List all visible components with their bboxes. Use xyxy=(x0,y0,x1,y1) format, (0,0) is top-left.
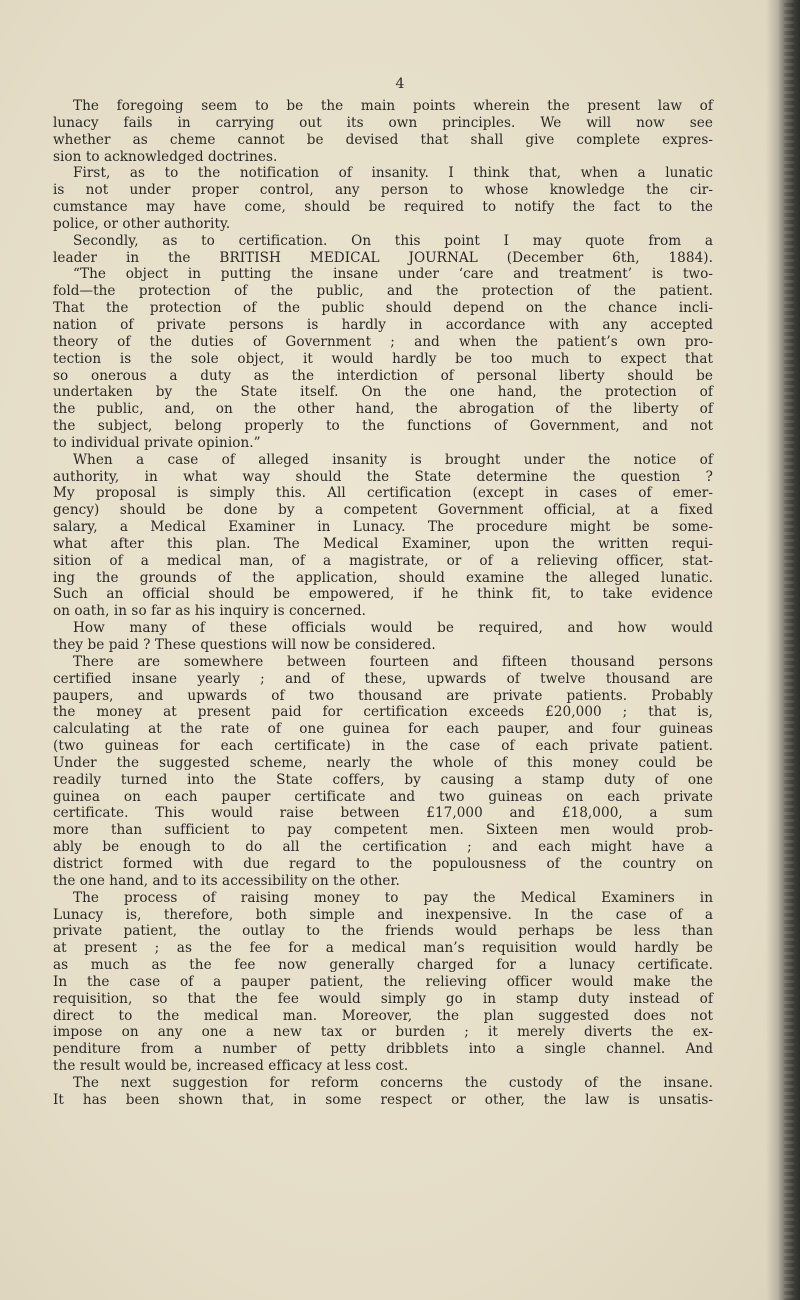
text-line: whether as cheme cannot be devised that shall give complete expres- xyxy=(53,131,713,148)
text-line: they be paid ? These questions will now be considered. xyxy=(53,637,436,653)
text-line: My proposal is simply this. All certification (except in cases of emer- xyxy=(53,485,713,502)
text-line: is not under proper control, any person to whose knowledge the cir- xyxy=(53,182,713,199)
text-line: lunacy fails in carrying out its own principles. We will now see xyxy=(53,114,713,131)
text-line: First, as to the notification of insanity. I think that, when a lunatic xyxy=(73,165,713,182)
text-line: salary, a Medical Examiner in Lunacy. The procedure might be some- xyxy=(53,519,713,536)
text-line: There are somewhere between fourteen and fifteen thousand persons xyxy=(73,653,713,670)
text-line: on oath, in so far as his inquiry is concerned. xyxy=(53,603,367,620)
text-line: the money at present paid for certification exceeds £20,000 ; that is, xyxy=(53,704,713,721)
text-line: police, or other authority. xyxy=(53,215,231,232)
text-line: private patient, the outlay to the friends would perhaps be less than xyxy=(53,923,713,940)
text-line: requisition, so that the fee would simply go in stamp duty instead of xyxy=(53,990,713,1007)
text-line: ably be enough to do all the certification ; and each might have a xyxy=(53,839,713,856)
text-line: leader in the BRITISH MEDICAL JOURNAL (December 6th, 1884). xyxy=(53,249,713,266)
text-line: the public, and, on the other hand, the abrogation of the liberty of xyxy=(53,401,713,418)
text-line: (two guineas for each certificate) in the case of each private patient. xyxy=(53,738,713,755)
text-line: calculating at the rate of one guinea for each pauper, and four guineas xyxy=(53,721,713,738)
text-line: When a case of alleged insanity is brought under the notice of xyxy=(73,451,713,468)
text-line: The process of raising money to pay the Medical Examiners in xyxy=(73,889,713,906)
text-line: The next suggestion for reform concerns the custody of the insane. xyxy=(73,1074,713,1091)
text-line: the one hand, and to its accessibility on the other. xyxy=(53,872,400,889)
text-line: gency) should be done by a competent Government official, at a fixed xyxy=(53,502,713,519)
text-line: penditure from a number of petty dribblets into a single channel. And xyxy=(53,1041,713,1058)
text-line: fold—the protection of the public, and the protection of the patient. xyxy=(53,283,713,300)
text-line: cumstance may have come, should be required to notify the fact to the xyxy=(53,199,713,216)
text-line: “The object in putting the insane under ‘care and treatment’ is two- xyxy=(73,266,713,283)
text-line: ing the grounds of the application, should examine the alleged lunatic. xyxy=(53,569,713,586)
text-line: undertaken by the State itself. On the one hand, the protection of xyxy=(53,384,713,401)
text-line: readily turned into the State coffers, by causing a stamp duty of one xyxy=(53,771,713,788)
text-line: guinea on each pauper certificate and two guineas on each private xyxy=(53,788,713,805)
text-line: impose on any one a new tax or burden ; it merely diverts the ex- xyxy=(53,1024,713,1041)
text-line: In the case of a pauper patient, the relieving officer would make the xyxy=(53,973,713,990)
text-line: certified insane yearly ; and of these, upwards of twelve thousand are xyxy=(53,670,713,687)
text-line: the subject, belong properly to the functions of Government, and not xyxy=(53,418,713,435)
text-line: as much as the fee now generally charged for a lunacy certificate. xyxy=(53,957,713,974)
text-line: It has been shown that, in some respect or other, the law is unsatis- xyxy=(53,1091,713,1108)
text-line: Lunacy is, therefore, both simple and inexpensive. In the case of a xyxy=(53,906,713,923)
body-text xyxy=(53,98,713,1109)
text-line: direct to the medical man. Moreover, the plan suggested does not xyxy=(53,1007,713,1024)
text-line: authority, in what way should the State determine the question ? xyxy=(53,468,713,485)
text-line: to individual private opinion.” xyxy=(53,434,261,451)
text-line: what after this plan. The Medical Examiner, upon the written requi- xyxy=(53,535,713,552)
text-line: at present ; as the fee for a medical man’s requisition would hardly be xyxy=(53,940,713,957)
text-line: sion to acknowledged doctrines. xyxy=(53,148,278,165)
text-line: How many of these officials would be required, and how would xyxy=(73,620,713,637)
text-line: That the protection of the public should depend on the chance incli- xyxy=(53,300,713,317)
text-line: more than sufficient to pay competent men. Sixteen men would prob- xyxy=(53,822,713,839)
text-line: so onerous a duty as the interdiction of personal liberty should be xyxy=(53,367,713,384)
text-line: district formed with due regard to the populousness of the country on xyxy=(53,855,713,872)
text-line: paupers, and upwards of two thousand are private patients. Probably xyxy=(53,687,713,704)
text-line: The foregoing seem to be the main points wherein the present law of xyxy=(73,98,713,114)
text-line: tection is the sole object, it would hardly be too much to expect that xyxy=(53,350,713,367)
text-line: theory of the duties of Government ; and when the patient’s own pro- xyxy=(53,333,713,350)
text-line: Under the suggested scheme, nearly the whole of this money could be xyxy=(53,754,713,771)
text-line: certificate. This would raise between £17,000 and £18,000, a sum xyxy=(53,805,713,822)
binding-shade xyxy=(784,0,794,1300)
text-line: Secondly, as to certification. On this point I may quote from a xyxy=(73,232,713,249)
page-number: 4 xyxy=(395,76,405,92)
text-line: sition of a medical man, of a magistrate, or of a relieving officer, stat- xyxy=(53,552,713,569)
text-line: the result would be, increased efficacy at less cost. xyxy=(53,1058,409,1075)
page-binding-edge xyxy=(766,0,800,1300)
text-line: Such an official should be empowered, if he think fit, to take evidence xyxy=(53,586,713,603)
text-line: nation of private persons is hardly in accordance with any accepted xyxy=(53,316,713,333)
